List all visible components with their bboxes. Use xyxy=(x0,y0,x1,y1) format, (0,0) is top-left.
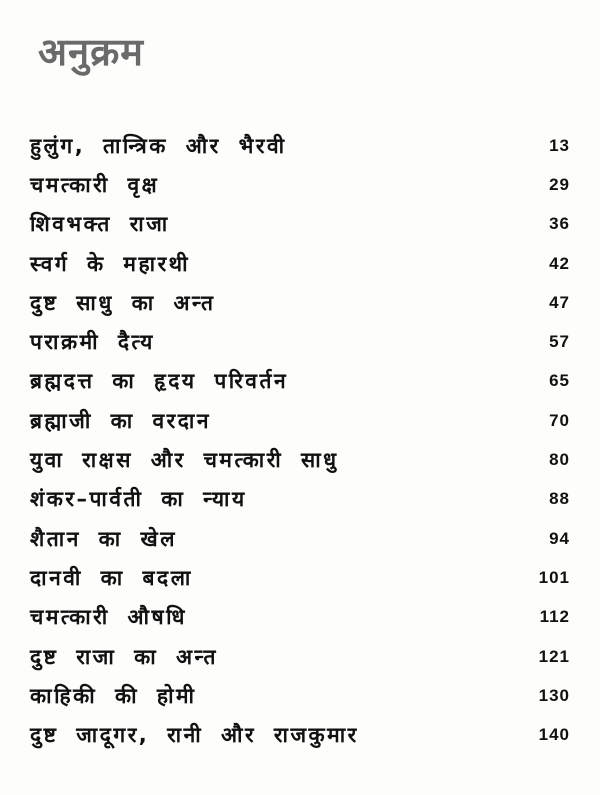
entry-title: पराक्रमी दैत्य xyxy=(30,330,155,355)
entry-title: चमत्कारी औषधि xyxy=(30,605,187,630)
toc-entry xyxy=(30,362,570,401)
toc-entry xyxy=(30,126,570,165)
entry-page-number: 29 xyxy=(549,174,570,194)
entry-title: दुष्ट साधु का अन्त xyxy=(30,290,216,315)
entry-title: दुष्ट राजा का अन्त xyxy=(30,644,218,669)
entry-title: दुष्ट जादूगर, रानी और राजकुमार xyxy=(30,723,359,748)
toc-entry xyxy=(30,558,570,597)
entry-page-number: 47 xyxy=(549,292,570,312)
toc-entry xyxy=(30,637,570,676)
toc-entry xyxy=(30,519,570,558)
entry-title: काहिकी की होमी xyxy=(30,683,197,708)
entry-page-number: 57 xyxy=(549,332,570,352)
entry-title: शिवभक्त राजा xyxy=(30,212,170,237)
entry-title: शैतान का खेल xyxy=(30,526,177,551)
entry-page-number: 140 xyxy=(538,725,570,745)
entry-page-number: 130 xyxy=(538,685,570,705)
entry-page-number: 42 xyxy=(549,253,570,273)
entry-title: चमत्कारी वृक्ष xyxy=(30,172,160,197)
toc-entry xyxy=(30,480,570,519)
toc-entry xyxy=(30,322,570,361)
entry-page-number: 121 xyxy=(538,646,570,666)
table-of-contents xyxy=(30,126,570,755)
entry-page-number: 112 xyxy=(539,607,570,627)
entry-title: ब्रह्मदत्त का हृदय परिवर्तन xyxy=(30,369,289,394)
toc-entry xyxy=(30,598,570,637)
entry-page-number: 70 xyxy=(549,410,570,430)
entry-page-number: 88 xyxy=(549,489,570,509)
entry-title: दानवी का बदला xyxy=(30,565,193,590)
toc-entry xyxy=(30,401,570,440)
entry-title: हुलुंग, तान्त्रिक और भैरवी xyxy=(30,133,287,158)
entry-title: शंकर–पार्वती का न्याय xyxy=(30,487,247,512)
page-title: अनुक्रम xyxy=(38,30,145,74)
entry-page-number: 65 xyxy=(549,371,570,391)
entry-page-number: 36 xyxy=(549,214,570,234)
toc-entry xyxy=(30,244,570,283)
entry-page-number: 94 xyxy=(549,528,570,548)
entry-title: युवा राक्षस और चमत्कारी साधु xyxy=(30,448,339,473)
toc-entry xyxy=(30,283,570,322)
toc-entry xyxy=(30,676,570,715)
entry-page-number: 13 xyxy=(549,135,570,155)
entry-title: ब्रह्माजी का वरदान xyxy=(30,408,211,433)
toc-entry xyxy=(30,440,570,479)
entry-page-number: 101 xyxy=(538,567,570,587)
entry-page-number: 80 xyxy=(549,450,570,470)
entry-title: स्वर्ग के महारथी xyxy=(30,251,191,276)
toc-entry xyxy=(30,205,570,244)
toc-entry xyxy=(30,165,570,204)
toc-entry xyxy=(30,715,570,754)
